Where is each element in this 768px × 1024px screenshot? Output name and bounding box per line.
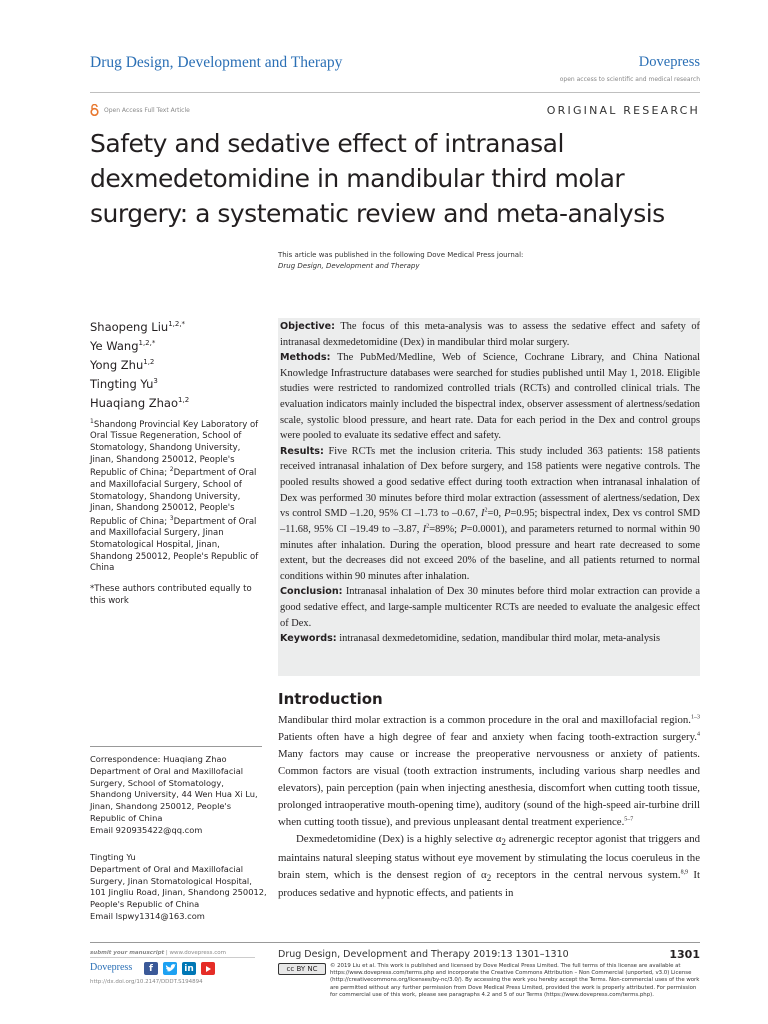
introduction-paragraph: Dexmedetomidine (Dex) is a highly selective $\alpha_2$ adrenergic receptor agonist that triggers and maintains natural sleeping status without eye movement by stimulating the locus coeruleus in the brain stem, which is the densest region of $\alpha_2$ receptors in the central nervous system.$^{8,9}$ It produces sedative and hypnotic effects, and patients in — [278, 833, 701, 900]
abstract-methods: Methods: The PubMed/Medline, Web of Science, Cochrane Library, and China National Knowledge Infrastructure databases were searched for studies published until May 1, 2018. Eligible studies were restricted to randomized controlled trials (RCTs) and controlled clinical trials. The evaluation indicators mainly included the bispectral index, observer assessment of alertness/sedation scale, systolic blood pressure, and heart rate. Data for each period in the Dex and control groups were pooled to evaluate its sedative effect and safety. — [280, 352, 700, 442]
author[interactable]: Huaqiang Zhao$^{1,2}$ — [90, 396, 190, 411]
publisher-logo[interactable]: Dovepress — [638, 54, 700, 70]
social-links — [144, 962, 215, 975]
author[interactable]: Ye Wang$^{1,2,*}$ — [90, 339, 156, 354]
citation-ref[interactable]: 4 — [697, 731, 700, 738]
open-access-badge — [90, 104, 190, 116]
citation-ref[interactable]: 5–7 — [624, 816, 634, 823]
linkedin-icon[interactable]: in — [182, 962, 196, 975]
publication-note-journal[interactable]: Drug Design, Development and Therapy — [278, 262, 420, 271]
article-title: Safety and sedative effect of intranasal dexmedetomidine in mandibular third molar surgery: a systematic review and meta-analysis — [90, 129, 665, 228]
header-divider — [90, 92, 700, 93]
abstract-objective: Objective: The focus of this meta-analysis was to assess the sedative effect and safety of intranasal dexmedetomidine (Dex) in mandibular third molar surgery. — [280, 321, 700, 348]
citation-ref[interactable]: 8,9 — [680, 869, 689, 876]
introduction-heading: Introduction — [278, 690, 383, 708]
youtube-icon[interactable] — [201, 962, 215, 975]
author[interactable]: Yong Zhu$^{1,2}$ — [90, 358, 155, 373]
article-type: ORIGINAL RESEARCH — [546, 104, 700, 117]
abstract-conclusion: Conclusion: Intranasal inhalation of Dex 30 minutes before third molar extraction can provide a good sedative effect, and large-sample multicenter RCTs are needed to evaluate the analgesic effect of Dex. — [280, 586, 700, 629]
footer-divider — [90, 942, 700, 943]
twitter-icon[interactable] — [163, 962, 177, 975]
introduction-body — [278, 712, 700, 902]
introduction-paragraph: Mandibular third molar extraction is a common procedure in the oral and maxillofacial region.$^{1-3}$ Patients often have a high degree of fear and anxiety when facing tooth-extraction surgery.$^4$ Many factors may cause or increase the preoperative nervousness or anxiety of patients. Common factors are visual (tooth extraction instruments, including various sharp needles and elevators), pain perception (pain when injecting anesthesia, discomfort when cutting tooth tissue, prolonged intraoperative mouth-opening time), auditory (sound of the high-speed air-turbine drill when cutting tooth tissue), and previous unpleasant dental treatment experience.$^{5-7}$ — [278, 714, 700, 829]
abstract-results: Results: Five RCTs met the inclusion criteria. This study included 363 patients: 158 patients received intranasal inhalation of Dex before surgery, and 158 patients were negative controls. The pooled results showed a good sedative effect during tooth extraction when intranasal inhalation of Dex was performed 30 minutes before third molar extraction (assessment of alertness/sedation, Dex vs control SMD –1.20, 95% CI –1.73 to –0.67, $I^2=0$, P=0.95; bispectral index, Dex vs control SMD –11.68, 95% CI –19.49 to –3.87, $I^2=89\%$; P=0.0001), and parameters returned to normal within 90 minutes after inhalation. During the operation, blood pressure and heart rate decreased to some extent, but the decreases did not exceed 20% of the baseline, and all patients returned to normal conditions within 90 minutes after inhalation. — [280, 445, 700, 582]
equal-contribution-note: *These authors contributed equally to this work — [90, 584, 252, 606]
page-number: 1301 — [669, 948, 700, 961]
correspondence-divider — [90, 746, 262, 747]
license-text: © 2019 Liu et al. This work is published and licensed by Dove Medical Press Limited. The full terms of this license are available at https://www.dovepress.com/terms.php and incorporate the Creative Commons Attribution – Non Commercial (unported, v3.0) License (http://creativecommons.org/licenses/by-nc/3.0/). By accessing the work you hereby accept the Terms. Non-commercial uses of the work are permitted without any further permission from Dove Medical Press Limited, provided the work is properly attributed. For permission for commercial use of this work, please see paragraphs 4.2 and 5 of our Terms (https://www.dovepress.com/terms.php). — [330, 963, 700, 998]
journal-title[interactable]: Drug Design, Development and Therapy — [90, 54, 343, 71]
author[interactable]: Shaopeng Liu$^{1,2,*}$ — [90, 320, 186, 334]
publication-note — [278, 250, 523, 272]
publication-note-line: This article was published in the following Dove Medical Press journal: — [278, 251, 524, 259]
abstract-keywords: Keywords: intranasal dexmedetomidine, sedation, mandibular third molar, meta-analysis — [280, 633, 660, 645]
doi-link[interactable]: http://dx.doi.org/10.2147/DDDT.S194894 — [90, 979, 203, 985]
facebook-icon[interactable]: f — [144, 962, 158, 975]
footer-publisher-logo[interactable]: Dovepress — [90, 962, 133, 973]
correspondence-primary: Correspondence: Huaqiang Zhao Department of Oral and Maxillofacial Surgery, School of Stomatology, Shandong University, 44 Wen Hua Xi Lu, Jinan, Shandong 250012, People's Republic of China Email 920935422@qq.com — [90, 754, 258, 835]
author[interactable]: Tingting Yu$^3$ — [90, 377, 158, 392]
affiliations: $^1$Shandong Provincial Key Laboratory of Oral Tissue Regeneration, School of Stomatology, Shandong University, Jinan, Shandong 250012, People's Republic of China; $^2$Department of Oral and Maxillofacial Surgery, School of Stomatology, Shandong University, Jinan, Shandong 250012, People's Republic of China; $^3$Department of Oral and Maxillofacial Surgery, Jinan Stomatological Hospital, Jinan, Shandong 250012, People's Republic of China — [90, 418, 259, 574]
author-list — [90, 318, 189, 413]
open-access-lock-icon — [90, 104, 99, 116]
abstract-box — [278, 318, 700, 676]
creative-commons-badge-icon[interactable]: cc BY NC — [278, 963, 326, 975]
citation-ref[interactable]: 1–3 — [691, 714, 700, 721]
submit-manuscript-link[interactable]: submit your manuscript | www.dovepress.com — [90, 950, 226, 956]
publisher-tagline: open access to scientific and medical research — [559, 76, 700, 83]
correspondence-secondary: Tingting Yu Department of Oral and Maxillofacial Surgery, Jinan Stomatological Hospital, 101 Jingliu Road, Jinan, Shandong 250012, People's Republic of China Email lspwy1314@163.com — [90, 852, 267, 921]
footer-citation: Drug Design, Development and Therapy 2019:13 1301–1310 — [278, 949, 569, 960]
open-access-label: Open Access Full Text Article — [104, 106, 190, 114]
footer-left-divider — [90, 957, 255, 958]
